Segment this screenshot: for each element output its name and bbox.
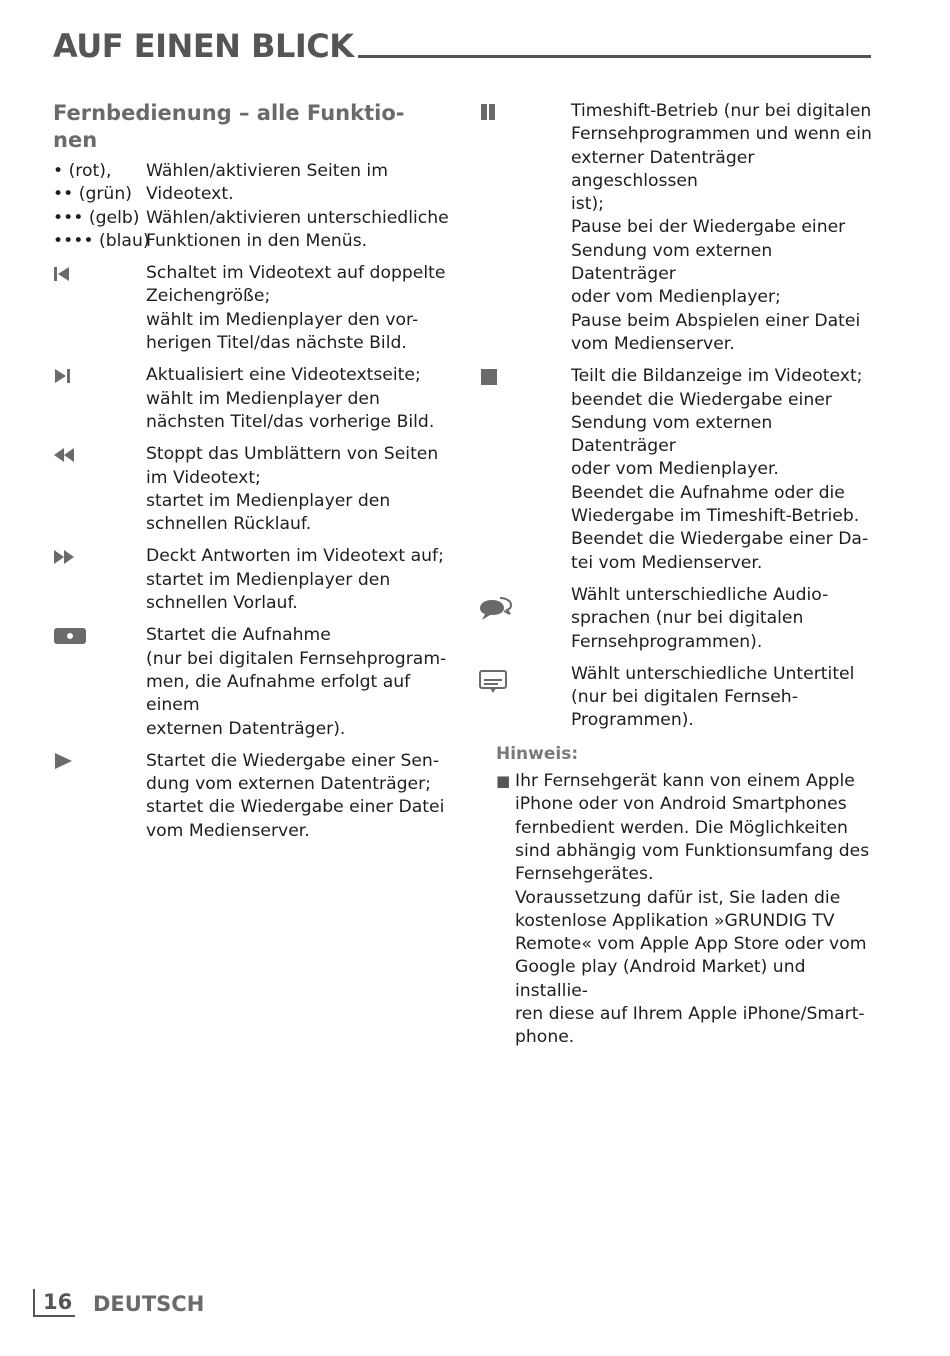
- function-entry: [478, 100, 878, 356]
- color-key-description: Wählen/aktivieren unterschiedliche: [146, 207, 449, 228]
- text-line: kostenlose Applikation »GRUNDIG TV: [515, 910, 835, 931]
- text-line: startet im Medienplayer den: [146, 569, 391, 590]
- color-key-label: •••• (blau): [53, 230, 150, 251]
- text-line: schnellen Rücklauf.: [146, 514, 312, 535]
- color-key-row: [53, 230, 453, 253]
- text-line: (nur bei digitalen Fernsehprogram-: [146, 648, 447, 669]
- text-line: ren diese auf Ihrem Apple iPhone/Smart-: [515, 1003, 865, 1024]
- text-line: vom Medienserver.: [571, 333, 735, 354]
- record-icon: [53, 624, 146, 647]
- function-description: [571, 584, 878, 654]
- function-entry: [478, 584, 878, 654]
- text-line: Ihr Fernsehgerät kann von einem Apple: [515, 771, 855, 792]
- text-line: Remote« vom Apple App Store oder vom: [515, 934, 867, 955]
- text-line: Wählt unterschiedliche Audio-: [571, 584, 829, 605]
- text-line: dung vom externen Datenträger;: [146, 774, 431, 795]
- function-description: [571, 100, 878, 356]
- text-line: Zeichengröße;: [146, 286, 271, 307]
- text-line: Beendet die Aufnahme oder die: [571, 482, 845, 503]
- text-line: Pause beim Abspielen einer Datei: [571, 310, 861, 331]
- text-line: oder vom Medienplayer;: [571, 287, 781, 308]
- text-line: oder vom Medienplayer.: [571, 459, 779, 480]
- note-text: [515, 770, 878, 1050]
- fast-forward-icon: [53, 545, 146, 568]
- function-description: [146, 364, 453, 434]
- function-entry: [53, 364, 453, 434]
- color-key-row: [53, 183, 453, 206]
- text-line: wählt im Medienplayer den: [146, 388, 380, 409]
- text-line: nächsten Titel/das vorherige Bild.: [146, 411, 435, 432]
- color-key-row: [53, 160, 453, 183]
- language-label: DEUTSCH: [93, 1292, 205, 1316]
- function-description: [146, 624, 453, 740]
- color-key-description: Funktionen in den Menüs.: [146, 230, 368, 251]
- text-line: sind abhängig vom Funktionsumfang des: [515, 840, 870, 861]
- rewind-icon: [53, 443, 146, 466]
- text-line: phone.: [515, 1027, 575, 1048]
- text-line: (nur bei digitalen Fernseh-: [571, 687, 798, 708]
- page-header: [53, 22, 871, 65]
- color-key-row: [53, 207, 453, 230]
- function-entry: [53, 624, 453, 740]
- text-line: fernbedient werden. Die Möglichkeiten: [515, 817, 848, 838]
- left-column: [53, 100, 453, 843]
- text-line: iPhone oder von Android Smartphones: [515, 794, 847, 815]
- color-key-label: •• (grün): [53, 184, 132, 205]
- function-description: [146, 262, 453, 355]
- text-line: beendet die Wiedergabe einer: [571, 389, 832, 410]
- page-footer: [33, 1285, 204, 1317]
- header-rule: [358, 55, 871, 58]
- function-description: [146, 443, 453, 536]
- text-line: Startet die Wiedergabe einer Sen-: [146, 750, 440, 771]
- play-icon: [53, 750, 146, 773]
- text-line: Wählt unterschiedliche Untertitel: [571, 663, 855, 684]
- text-line: Fernsehgerätes.: [515, 864, 654, 885]
- function-description: [571, 663, 878, 733]
- text-line: startet die Wiedergabe einer Datei: [146, 797, 445, 818]
- function-description: [571, 365, 878, 575]
- text-line: externer Datenträger angeschlossen: [571, 147, 755, 191]
- text-line: Aktualisiert eine Videotextseite;: [146, 365, 421, 386]
- text-line: Fernsehprogrammen).: [571, 631, 763, 652]
- text-line: schnellen Vorlauf.: [146, 593, 298, 614]
- function-entry: [53, 443, 453, 536]
- color-key-list: [53, 160, 453, 253]
- page-number: 16: [33, 1289, 75, 1317]
- color-key-description: Wählen/aktivieren Seiten im: [146, 161, 388, 181]
- text-line: Beendet die Wiedergabe einer Da-: [571, 529, 869, 550]
- text-line: Teilt die Bildanzeige im Videotext;: [571, 366, 863, 387]
- text-line: Voraussetzung dafür ist, Sie laden die: [515, 887, 841, 908]
- text-line: herigen Titel/das nächste Bild.: [146, 333, 407, 354]
- right-column: [478, 100, 878, 1050]
- function-entry: [53, 262, 453, 355]
- pause-icon: [478, 100, 571, 123]
- function-entry: [53, 545, 453, 615]
- text-line: Pause bei der Wiedergabe einer: [571, 217, 846, 238]
- text-line: Timeshift-Betrieb (nur bei digitalen: [571, 101, 872, 121]
- section-title-line1: Fernbedienung – alle Funktio-: [53, 101, 405, 125]
- text-line: im Videotext;: [146, 467, 261, 488]
- function-description: [146, 750, 453, 843]
- function-description: [146, 545, 453, 615]
- function-entry: [478, 365, 878, 575]
- color-key-description: Videotext.: [146, 184, 234, 205]
- page-title: AUF EINEN BLICK: [53, 27, 354, 65]
- subtitle-icon: [478, 663, 571, 695]
- text-line: Google play (Android Market) und installie-: [515, 957, 806, 1001]
- text-line: Programmen).: [571, 710, 694, 731]
- text-line: sprachen (nur bei digitalen: [571, 608, 804, 629]
- text-line: startet im Medienplayer den: [146, 490, 391, 511]
- text-line: Sendung vom externen Datenträger: [571, 412, 773, 457]
- text-line: ist);: [571, 194, 604, 215]
- function-entry: [478, 663, 878, 733]
- note-heading: Hinweis:: [496, 743, 579, 764]
- stop-icon: [478, 365, 571, 388]
- text-line: Deckt Antworten im Videotext auf;: [146, 546, 444, 567]
- text-line: Wiedergabe im Timeshift-Betrieb.: [571, 506, 860, 527]
- section-title: [53, 100, 423, 154]
- audio-language-icon: [478, 584, 571, 624]
- text-line: Fernsehprogrammen und wenn ein: [571, 124, 872, 145]
- note-block: [496, 770, 878, 1050]
- text-line: men, die Aufnahme erfolgt auf einem: [146, 671, 411, 716]
- text-line: Startet die Aufnahme: [146, 625, 331, 646]
- text-line: externen Datenträger).: [146, 718, 346, 739]
- text-line: wählt im Medienplayer den vor-: [146, 309, 419, 330]
- skip-next-icon: [53, 364, 146, 387]
- text-line: Sendung vom externen Datenträger: [571, 240, 773, 285]
- text-line: tei vom Medienserver.: [571, 552, 763, 573]
- text-line: Stoppt das Umblättern von Seiten: [146, 444, 439, 465]
- section-title-line2: nen: [53, 128, 98, 152]
- color-key-label: ••• (gelb): [53, 207, 140, 228]
- color-key-label: • (rot),: [53, 161, 112, 181]
- function-entry: [53, 750, 453, 843]
- text-line: vom Medienserver.: [146, 820, 310, 841]
- note-bullet-icon: ■: [496, 772, 511, 791]
- text-line: Schaltet im Videotext auf doppelte: [146, 263, 446, 284]
- skip-previous-icon: [53, 262, 146, 285]
